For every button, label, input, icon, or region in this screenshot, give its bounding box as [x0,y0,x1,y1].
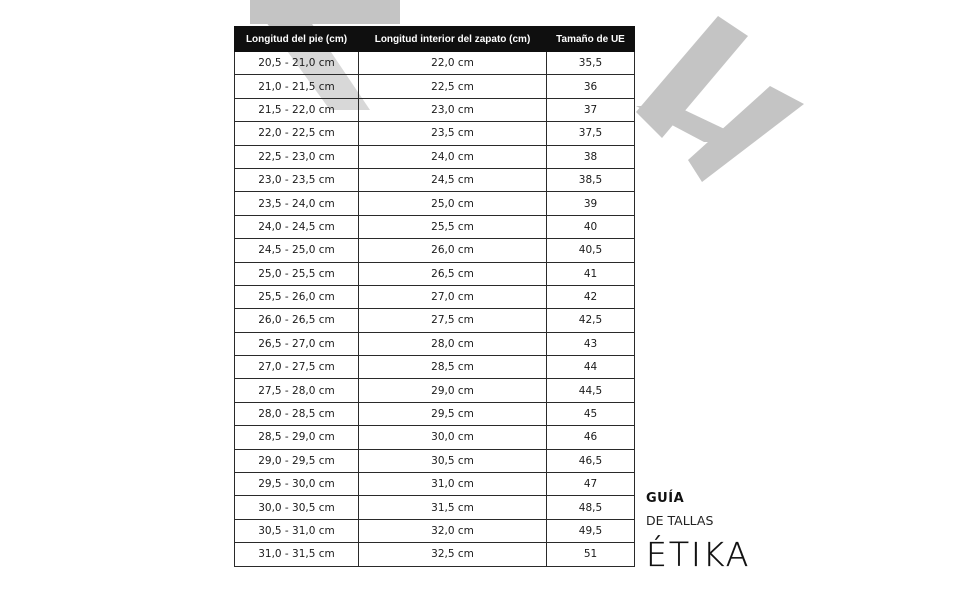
table-row [235,122,635,145]
cell-foot-length: 27,0 - 27,5 cm [235,356,359,379]
table-row [235,145,635,168]
header-eu-size: Tamaño de UE [547,27,635,52]
table-row [235,215,635,238]
cell-foot-length: 23,0 - 23,5 cm [235,168,359,191]
table-row [235,426,635,449]
table-body [235,52,635,567]
header-shoe-inner-length: Longitud interior del zapato (cm) [359,27,547,52]
cell-foot-length: 20,5 - 21,0 cm [235,52,359,75]
cell-foot-length: 26,5 - 27,0 cm [235,332,359,355]
cell-foot-length: 22,5 - 23,0 cm [235,145,359,168]
cell-foot-length: 25,0 - 25,5 cm [235,262,359,285]
cell-shoe-inner-length: 28,5 cm [359,356,547,379]
table-row [235,98,635,121]
cell-shoe-inner-length: 32,5 cm [359,543,547,566]
table-row [235,519,635,542]
etika-logo: ÉTIKA [646,535,751,574]
cell-shoe-inner-length: 28,0 cm [359,332,547,355]
table-row [235,262,635,285]
table-row [235,473,635,496]
cell-eu-size: 35,5 [547,52,635,75]
cell-shoe-inner-length: 22,0 cm [359,52,547,75]
table-row [235,239,635,262]
table-row [235,379,635,402]
cell-eu-size: 37,5 [547,122,635,145]
cell-foot-length: 28,0 - 28,5 cm [235,402,359,425]
cell-foot-length: 24,0 - 24,5 cm [235,215,359,238]
table-row [235,52,635,75]
cell-eu-size: 36 [547,75,635,98]
cell-eu-size: 42,5 [547,309,635,332]
cell-shoe-inner-length: 24,5 cm [359,168,547,191]
cell-eu-size: 47 [547,473,635,496]
cell-eu-size: 51 [547,543,635,566]
cell-shoe-inner-length: 32,0 cm [359,519,547,542]
cell-shoe-inner-length: 22,5 cm [359,75,547,98]
cell-foot-length: 23,5 - 24,0 cm [235,192,359,215]
table-row [235,496,635,519]
cell-eu-size: 48,5 [547,496,635,519]
cell-eu-size: 44,5 [547,379,635,402]
cell-eu-size: 40 [547,215,635,238]
brand-block [646,490,816,575]
cell-foot-length: 26,0 - 26,5 cm [235,309,359,332]
cell-foot-length: 21,0 - 21,5 cm [235,75,359,98]
cell-shoe-inner-length: 31,5 cm [359,496,547,519]
brand-guide-subtitle: DE TALLAS [646,513,714,528]
cell-shoe-inner-length: 25,0 cm [359,192,547,215]
cell-shoe-inner-length: 30,0 cm [359,426,547,449]
cell-foot-length: 22,0 - 22,5 cm [235,122,359,145]
cell-shoe-inner-length: 23,0 cm [359,98,547,121]
cell-foot-length: 24,5 - 25,0 cm [235,239,359,262]
cell-shoe-inner-length: 24,0 cm [359,145,547,168]
table-row [235,332,635,355]
cell-foot-length: 31,0 - 31,5 cm [235,543,359,566]
brand-guide-title: GUÍA [646,491,685,506]
cell-shoe-inner-length: 29,0 cm [359,379,547,402]
cell-foot-length: 25,5 - 26,0 cm [235,285,359,308]
table-header-row [235,27,635,52]
cell-eu-size: 41 [547,262,635,285]
cell-shoe-inner-length: 23,5 cm [359,122,547,145]
table-row [235,449,635,472]
cell-shoe-inner-length: 31,0 cm [359,473,547,496]
cell-shoe-inner-length: 26,5 cm [359,262,547,285]
table-row [235,402,635,425]
cell-eu-size: 46 [547,426,635,449]
cell-eu-size: 49,5 [547,519,635,542]
cell-shoe-inner-length: 27,5 cm [359,309,547,332]
cell-foot-length: 30,5 - 31,0 cm [235,519,359,542]
cell-shoe-inner-length: 25,5 cm [359,215,547,238]
cell-foot-length: 27,5 - 28,0 cm [235,379,359,402]
cell-eu-size: 38,5 [547,168,635,191]
cell-eu-size: 46,5 [547,449,635,472]
cell-shoe-inner-length: 27,0 cm [359,285,547,308]
table-row [235,356,635,379]
table-row [235,168,635,191]
cell-eu-size: 45 [547,402,635,425]
cell-eu-size: 39 [547,192,635,215]
cell-shoe-inner-length: 26,0 cm [359,239,547,262]
table-row [235,543,635,566]
cell-eu-size: 37 [547,98,635,121]
header-foot-length: Longitud del pie (cm) [235,27,359,52]
cell-shoe-inner-length: 30,5 cm [359,449,547,472]
cell-foot-length: 21,5 - 22,0 cm [235,98,359,121]
table-row [235,285,635,308]
cell-shoe-inner-length: 29,5 cm [359,402,547,425]
table-row [235,192,635,215]
cell-eu-size: 40,5 [547,239,635,262]
table-row [235,75,635,98]
cell-eu-size: 42 [547,285,635,308]
cell-eu-size: 38 [547,145,635,168]
cell-foot-length: 29,5 - 30,0 cm [235,473,359,496]
size-chart-table [234,26,635,567]
cell-foot-length: 28,5 - 29,0 cm [235,426,359,449]
table-row [235,309,635,332]
cell-eu-size: 44 [547,356,635,379]
cell-foot-length: 29,0 - 29,5 cm [235,449,359,472]
cell-eu-size: 43 [547,332,635,355]
cell-foot-length: 30,0 - 30,5 cm [235,496,359,519]
